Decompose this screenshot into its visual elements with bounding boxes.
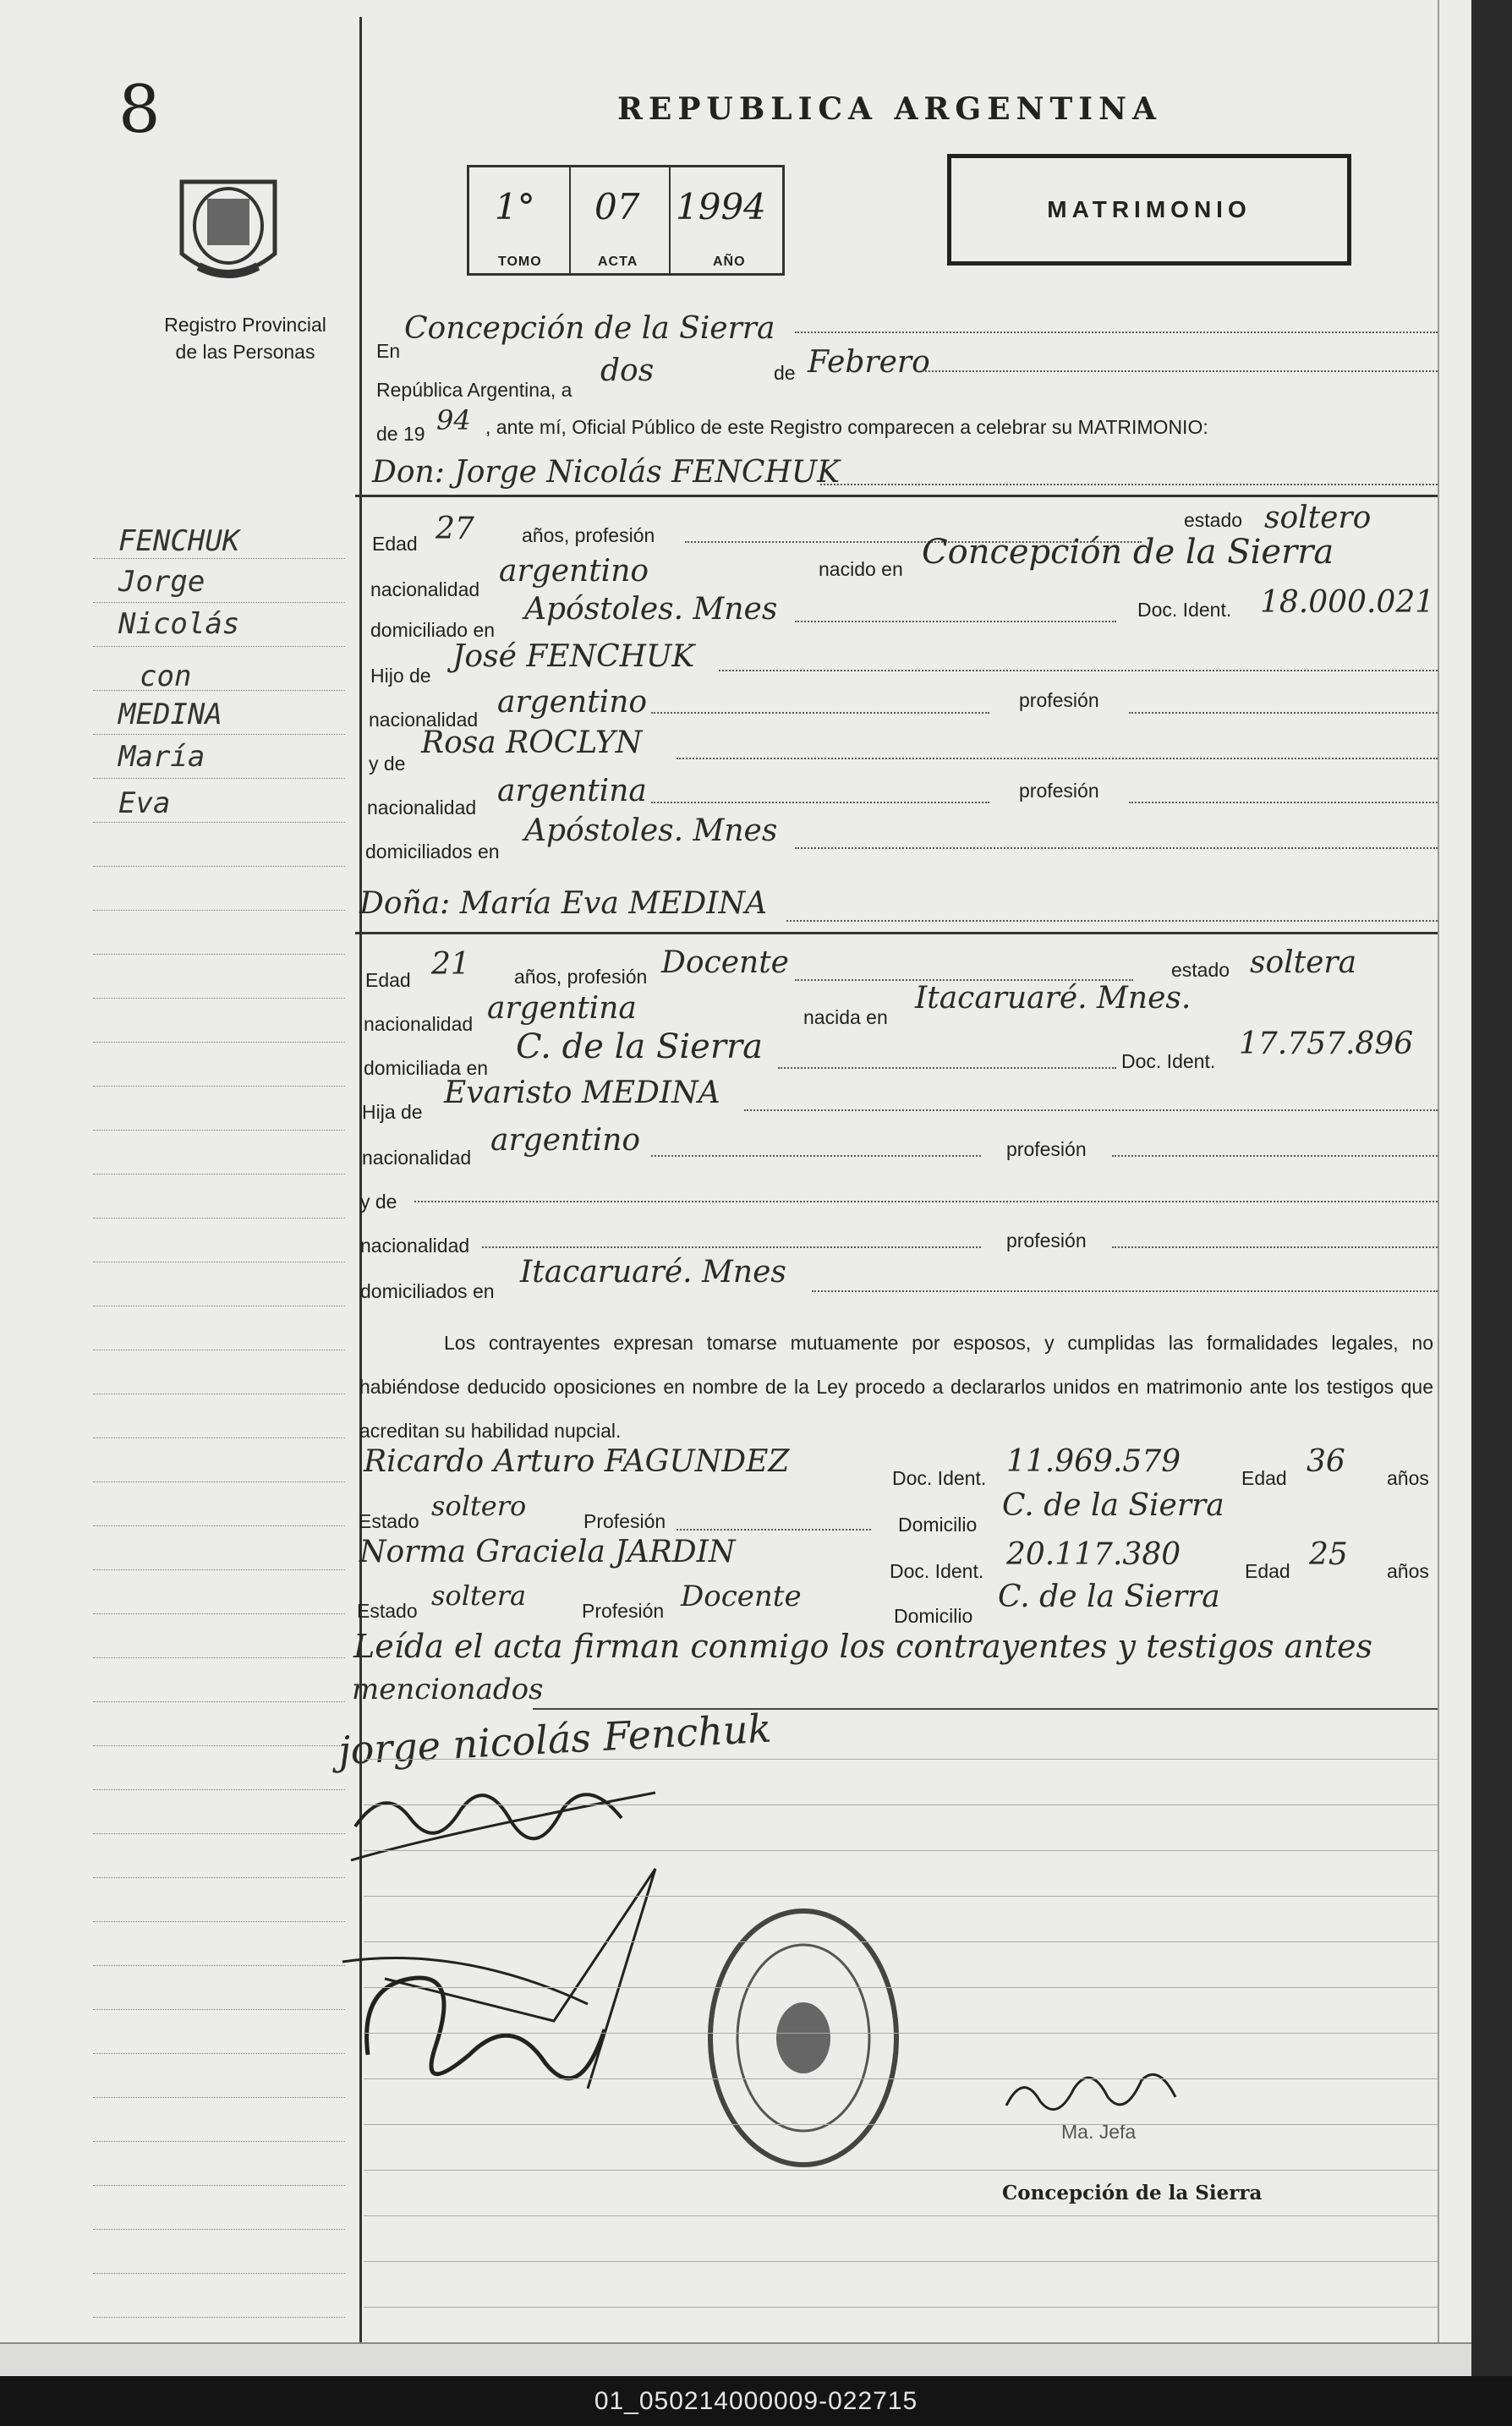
ceremony-place: Concepción de la Sierra: [404, 311, 775, 346]
groom-parents-domicile: Apóstoles. Mnes: [524, 813, 778, 848]
margin-name-2: Jorge: [118, 565, 205, 599]
official-signature-icon: [998, 2063, 1184, 2122]
bride-father-prof-label: profesión: [1006, 1138, 1087, 1160]
year-prefix: de 19: [376, 423, 425, 445]
official-stamp-icon: [693, 1894, 913, 2182]
groom-section-rule: [355, 495, 1438, 497]
bride-mother-line: [414, 1201, 1438, 1202]
margin-ruled-line: [93, 1525, 345, 1526]
witness-2-doc-label: Doc. Ident.: [890, 1560, 984, 1582]
margin-ruled-line: [93, 2185, 345, 2186]
groom-nationality-label: nacionalidad: [370, 578, 480, 600]
groom-mother-prof-label: profesión: [1019, 780, 1099, 802]
margin-name-7: Eva: [118, 786, 171, 820]
groom-parents-dom-line: [795, 847, 1438, 849]
closing-line: [533, 1708, 1438, 1710]
margin-ruled-line: [93, 1921, 345, 1922]
margin-ruled-line: [93, 602, 345, 603]
margin-name-1: FENCHUK: [118, 524, 240, 558]
bottom-frame: [0, 2342, 1471, 2376]
groom-nationality: argentino: [499, 554, 649, 589]
bride-born-label: nacida en: [803, 1006, 888, 1028]
page-edge: [1471, 0, 1512, 2376]
witness-2-domicile: C. de la Sierra: [998, 1580, 1220, 1614]
acta-cell: [569, 167, 671, 273]
closing-line-2: mencionados: [352, 1673, 544, 1706]
declaration-text: Los contrayentes expresan tomarse mutuamente por esposos, y cumplidas las formalidades legales, no habiéndose deducido oposiciones en nombre de la Ley procedo a declararlos unidos en matrimonio ante los testigos que acreditan su habilidad nupcial.: [359, 1332, 1433, 1442]
margin-ruled-line: [93, 1745, 345, 1746]
margin-ruled-line: [93, 1657, 345, 1658]
groom-mother-nat-line: [651, 802, 989, 803]
bride-domicile-label: domiciliada en: [364, 1057, 489, 1079]
bride-name-line: [786, 920, 1438, 922]
ceremony-year: 94: [436, 404, 471, 436]
margin-ruled-line: [93, 910, 345, 911]
bride-birthplace: Itacaruaré. Mnes.: [915, 981, 1192, 1016]
groom-doc-number: 18.000.021: [1260, 585, 1435, 620]
bride-parents-dom-label: domiciliados en: [360, 1280, 495, 1302]
margin-ruled-line: [93, 2009, 345, 2010]
groom-mother-nationality: argentina: [497, 774, 647, 808]
witness-2-profesion-label: Profesión: [582, 1600, 665, 1622]
year-value: 1994: [676, 186, 766, 227]
groom-father-nat-label: nacionalidad: [369, 709, 479, 731]
footer-bar: [0, 2376, 1512, 2426]
bride-nationality-label: nacionalidad: [364, 1013, 474, 1035]
bride-mother-nat-label: nacionalidad: [360, 1235, 470, 1257]
margin-name-4: con: [140, 660, 192, 693]
witness-1-doc-label: Doc. Ident.: [892, 1467, 987, 1489]
groom-domicile-label: domiciliado en: [370, 619, 496, 641]
closing-line-1: Leída el acta firman conmigo los contrayentes y testigos antes: [353, 1628, 1372, 1665]
bride-father-nat-line: [651, 1155, 981, 1157]
groom-estado-label: estado: [1184, 509, 1243, 531]
bride-doc-label: Doc. Ident.: [1121, 1050, 1216, 1072]
groom-signature: jorge nicolás Fenchuk: [337, 1705, 773, 1774]
bride-father-nat-label: nacionalidad: [362, 1147, 472, 1169]
margin-ruled-line: [93, 998, 345, 999]
groom-father-prof-line: [1129, 712, 1438, 714]
groom-domicile: Apóstoles. Mnes: [524, 592, 778, 627]
groom-mother-line: [677, 758, 1438, 759]
acta-label: ACTA: [598, 255, 638, 269]
witness-2-estado-label: Estado: [357, 1600, 418, 1622]
document-id: 01_050214000009-022715: [594, 2386, 918, 2415]
groom-mother-prof-line: [1129, 802, 1438, 803]
year-label: AÑO: [713, 255, 746, 269]
witness-1-doc-number: 11.969.579: [1006, 1444, 1181, 1479]
groom-full-name: Don: Jorge Nicolás FENCHUK: [372, 455, 841, 490]
margin-ruled-line: [93, 734, 345, 735]
groom-civil-status: soltero: [1264, 501, 1372, 535]
bride-domicile-line: [778, 1067, 1116, 1069]
tomo-value: 1°: [495, 186, 535, 227]
ceremony-month: Febrero: [808, 345, 930, 380]
groom-born-label: nacido en: [819, 558, 903, 580]
signature-ruled-line: [364, 2170, 1438, 2171]
groom-mother-name: Rosa ROCLYN: [421, 726, 643, 760]
groom-father-line: [719, 670, 1438, 671]
place-line: [795, 331, 1438, 333]
bride-domicile: C. de la Sierra: [516, 1027, 763, 1066]
witness-1-domicilio-label: Domicilio: [898, 1514, 978, 1536]
margin-ruled-line: [93, 1965, 345, 1966]
signature-ruled-line: [364, 1759, 1438, 1760]
bride-civil-status: soltera: [1250, 945, 1357, 980]
registry-line-1: Registro Provincial: [164, 314, 326, 336]
groom-parents-dom-label: domiciliados en: [365, 841, 500, 863]
signature-ruled-line: [364, 2033, 1438, 2034]
witness-2-civil-status: soltera: [431, 1580, 527, 1612]
witness-2-profession: Docente: [681, 1580, 802, 1613]
official-office: Concepción de la Sierra: [1002, 2182, 1263, 2204]
tomo-label: TOMO: [498, 255, 542, 269]
witness-2-domicilio-label: Domicilio: [894, 1605, 973, 1627]
signature-ruled-line: [364, 2078, 1438, 2079]
signature-ruled-line: [364, 1850, 1438, 1851]
bride-father-prof-line: [1112, 1155, 1438, 1157]
groom-doc-label: Doc. Ident.: [1137, 599, 1232, 621]
margin-ruled-line: [93, 1789, 345, 1790]
margin-ruled-line: [93, 2229, 345, 2230]
groom-name-line: [820, 484, 1438, 485]
groom-father-prof-label: profesión: [1019, 689, 1099, 711]
witness-1-domicile: C. de la Sierra: [1002, 1488, 1224, 1523]
bride-parents-dom-line: [812, 1290, 1438, 1292]
bride-age: 21: [431, 947, 470, 982]
bride-anos-label: años, profesión: [514, 966, 648, 988]
groom-son-of-label: Hijo de: [370, 665, 431, 687]
margin-ruled-line: [93, 690, 345, 691]
margin-ruled-line: [93, 778, 345, 779]
bride-daughter-of-label: Hija de: [362, 1101, 423, 1123]
bride-section-rule: [355, 932, 1438, 934]
signature-ruled-line: [364, 1896, 1438, 1897]
provincial-seal-icon: [173, 173, 283, 292]
bride-signature-icon: [334, 1776, 689, 2114]
groom-and-of-label: y de: [369, 753, 406, 775]
margin-ruled-line: [93, 822, 345, 823]
witness-1-edad-label: Edad: [1241, 1467, 1287, 1489]
bride-edad-label: Edad: [365, 969, 411, 991]
margin-ruled-line: [93, 2097, 345, 2098]
signature-ruled-line: [364, 2215, 1438, 2216]
groom-anos-label: años, profesión: [522, 524, 655, 546]
margin-ruled-line: [93, 1613, 345, 1614]
bride-father-line: [744, 1109, 1438, 1111]
witness-1-profesion-label: Profesión: [583, 1510, 666, 1532]
act-reference-box: [467, 165, 785, 276]
registry-line-2: de las Personas: [175, 341, 315, 363]
margin-ruled-line: [93, 1174, 345, 1175]
act-type-box: [947, 154, 1351, 266]
witness-2-anos-label: años: [1387, 1560, 1429, 1582]
right-edge-rule: [1438, 0, 1439, 2376]
margin-ruled-line: [93, 1130, 345, 1131]
witness-1-civil-status: soltero: [431, 1490, 527, 1522]
official-title: Ma. Jefa: [1061, 2121, 1137, 2143]
bride-father-nationality: argentino: [490, 1123, 641, 1158]
signature-ruled-line: [364, 2124, 1438, 2125]
groom-birthplace: Concepción de la Sierra: [922, 533, 1334, 572]
witness-2-name: Norma Graciela JARDIN: [359, 1535, 736, 1569]
bride-doc-number: 17.757.896: [1239, 1027, 1414, 1061]
witness-1-age: 36: [1307, 1444, 1345, 1479]
witness-2-age: 25: [1309, 1537, 1348, 1572]
year-cell: [669, 167, 780, 273]
signature-ruled-line: [364, 1804, 1438, 1805]
bride-mother-prof-label: profesión: [1006, 1229, 1087, 1251]
margin-ruled-line: [93, 1569, 345, 1570]
witness-2-doc-number: 20.117.380: [1006, 1537, 1181, 1572]
margin-ruled-line: [93, 2053, 345, 2054]
witness-2-edad-label: Edad: [1245, 1560, 1290, 1582]
registry-name: [127, 311, 364, 365]
margin-ruled-line: [93, 558, 345, 559]
ceremony-day: dos: [600, 353, 655, 388]
republica-label: República Argentina, a: [376, 379, 572, 401]
groom-father-name: José FENCHUK: [452, 639, 695, 674]
margin-name-3: Nicolás: [118, 607, 240, 641]
margin-ruled-line: [93, 2141, 345, 2142]
month-line: [922, 370, 1438, 372]
acta-value: 07: [594, 186, 640, 227]
tomo-cell: [469, 167, 571, 273]
margin-ruled-line: [93, 1833, 345, 1834]
margin-ruled-line: [93, 1086, 345, 1087]
bride-parents-domicile: Itacaruaré. Mnes: [520, 1255, 786, 1290]
witness-1-anos-label: años: [1387, 1467, 1429, 1489]
margin-ruled-line: [93, 1042, 345, 1043]
groom-edad-label: Edad: [372, 533, 418, 555]
signature-ruled-line: [364, 2307, 1438, 2308]
margin-ruled-line: [93, 1481, 345, 1482]
en-label: En: [376, 340, 401, 362]
margin-name-6: María: [118, 740, 205, 774]
signature-ruled-line: [364, 1941, 1438, 1942]
month-de-label: de: [774, 362, 796, 384]
bride-father-name: Evaristo MEDINA: [444, 1076, 720, 1110]
margin-ruled-line: [93, 1701, 345, 1702]
margin-name-5: MEDINA: [118, 698, 222, 731]
margin-ruled-line: [93, 866, 345, 867]
witness-1-profession-line: [677, 1529, 871, 1531]
bride-and-of-label: y de: [360, 1191, 397, 1213]
groom-father-nat-line: [651, 712, 989, 714]
margin-ruled-line: [93, 2273, 345, 2274]
groom-mother-nat-label: nacionalidad: [367, 797, 477, 819]
groom-age: 27: [436, 512, 474, 546]
groom-father-nationality: argentino: [497, 685, 648, 720]
statement: , ante mí, Oficial Público de este Registro comparecen a celebrar su MATRIMONIO:: [485, 416, 1208, 438]
margin-ruled-line: [93, 646, 345, 647]
act-type-label: MATRIMONIO: [1047, 196, 1252, 222]
bride-estado-label: estado: [1171, 959, 1230, 981]
margin-ruled-line: [93, 1877, 345, 1878]
signature-ruled-line: [364, 1987, 1438, 1988]
page-number: 8: [118, 72, 161, 148]
witness-1-estado-label: Estado: [359, 1510, 419, 1532]
margin-ruled-line: [93, 2317, 345, 2318]
bride-nationality: argentina: [487, 991, 637, 1026]
groom-domicile-line: [795, 621, 1116, 622]
margin-ruled-line: [93, 954, 345, 955]
bride-mother-nat-line: [482, 1246, 981, 1248]
bride-full-name: Doña: María Eva MEDINA: [359, 886, 767, 921]
country-title: REPUBLICA ARGENTINA: [617, 91, 1162, 127]
bride-profession: Docente: [661, 945, 789, 980]
bride-mother-prof-line: [1112, 1246, 1438, 1248]
witness-1-name: Ricardo Arturo FAGUNDEZ: [364, 1444, 790, 1479]
signature-ruled-line: [364, 2261, 1438, 2262]
